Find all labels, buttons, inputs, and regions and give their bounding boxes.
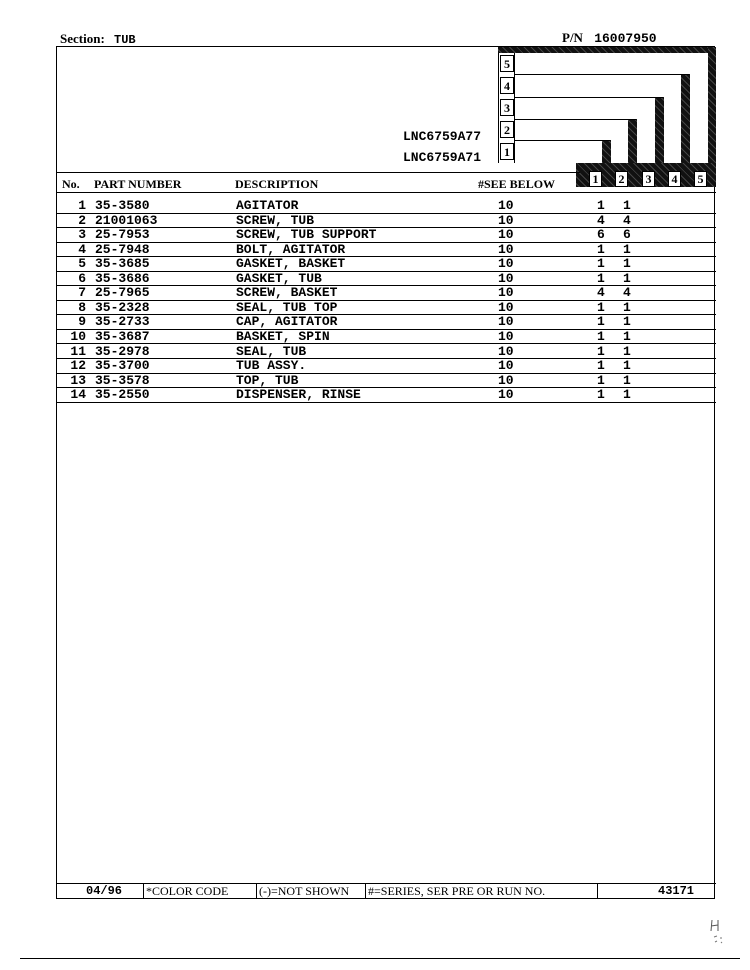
table-row: [56, 286, 716, 301]
row-no: 7: [78, 285, 86, 301]
row-qty-col-2: 6: [623, 227, 631, 243]
row-qty-col-1: 1: [597, 241, 605, 257]
series-box-2: 2: [500, 121, 514, 138]
row-qty-col-1: 1: [597, 314, 605, 330]
row-description: DISPENSER, RINSE: [236, 387, 361, 403]
row-no: 11: [70, 343, 86, 359]
row-see-below: 10: [498, 270, 514, 286]
row-description: TUB ASSY.: [236, 358, 307, 374]
row-qty-col-1: 1: [597, 372, 605, 388]
row-part-number: 35-3686: [95, 270, 150, 286]
table-row: [56, 374, 716, 389]
row-description: BASKET, SPIN: [236, 328, 330, 344]
series-box-3: 3: [500, 99, 514, 116]
footer-doc-number: 43171: [658, 884, 695, 898]
footer-date: 04/96: [86, 884, 123, 898]
row-see-below: 10: [498, 256, 514, 272]
row-description: SEAL, TUB: [236, 343, 307, 359]
row-part-number: 25-7965: [95, 285, 150, 301]
row-qty-col-1: 1: [597, 387, 605, 403]
section-title: [60, 31, 136, 47]
row-qty-col-1: 1: [597, 328, 605, 344]
pn-value: 16007950: [594, 31, 657, 46]
row-see-below: 10: [498, 212, 514, 228]
column-box-4: 4: [668, 171, 681, 187]
row-qty-col-2: 1: [623, 241, 631, 257]
row-qty-col-2: 1: [623, 299, 631, 315]
table-row: [56, 330, 716, 345]
row-qty-col-1: 1: [597, 256, 605, 272]
footer-color-code: *COLOR CODE: [146, 884, 229, 898]
handwritten-mark: [706, 918, 736, 950]
row-description: CAP, AGITATOR: [236, 314, 338, 330]
table-row: [56, 301, 716, 316]
row-see-below: 10: [498, 299, 514, 315]
row-qty-col-1: 1: [597, 299, 605, 315]
row-qty-col-1: 1: [597, 198, 605, 213]
row-part-number: 35-3578: [95, 372, 150, 388]
row-no: 12: [70, 358, 86, 374]
row-no: 10: [70, 328, 86, 344]
col-header-see-below: #SEE BELOW: [478, 177, 556, 191]
table-row: [56, 388, 716, 403]
row-description: AGITATOR: [236, 198, 299, 213]
column-box-3: 3: [642, 171, 655, 187]
section-label: Section:: [60, 31, 105, 46]
row-description: TOP, TUB: [236, 372, 299, 388]
row-part-number: 21001063: [95, 212, 158, 228]
row-no: 5: [78, 256, 86, 272]
row-part-number: 35-3700: [95, 358, 150, 374]
row-description: SEAL, TUB TOP: [236, 299, 338, 315]
row-part-number: 25-7948: [95, 241, 150, 257]
model-number-a: LNC6759A77: [403, 129, 482, 144]
column-box-2: 2: [615, 171, 628, 187]
row-no: 2: [78, 212, 86, 228]
row-qty-col-1: 6: [597, 227, 605, 243]
row-qty-col-2: 1: [623, 314, 631, 330]
table-row: [56, 359, 716, 374]
row-qty-col-2: 1: [623, 358, 631, 374]
row-part-number: 35-3687: [95, 328, 150, 344]
row-see-below: 10: [498, 314, 514, 330]
table-row: [56, 228, 716, 243]
row-qty-col-2: 1: [623, 343, 631, 359]
series-box-4: 4: [500, 77, 514, 94]
row-no: 13: [70, 372, 86, 388]
col-header-no: No.: [62, 177, 80, 191]
table-row: [56, 243, 716, 258]
row-description: SCREW, BASKET: [236, 285, 338, 301]
row-qty-col-2: 1: [623, 387, 631, 403]
row-see-below: 10: [498, 372, 514, 388]
row-qty-col-2: 1: [623, 256, 631, 272]
row-qty-col-1: 1: [597, 343, 605, 359]
row-description: BOLT, AGITATOR: [236, 241, 346, 257]
part-number-header: [562, 30, 657, 46]
page-bottom-rule: [20, 958, 740, 959]
row-see-below: 10: [498, 358, 514, 374]
table-row: [56, 214, 716, 229]
model-number-b: LNC6759A71: [403, 150, 482, 165]
column-box-5: 5: [694, 171, 707, 187]
row-description: GASKET, TUB: [236, 270, 322, 286]
row-no: 9: [78, 314, 86, 330]
table-row: [56, 315, 716, 330]
row-description: SCREW, TUB: [236, 212, 315, 228]
row-qty-col-2: 1: [623, 372, 631, 388]
table-row: [56, 272, 716, 287]
row-qty-col-1: 1: [597, 358, 605, 374]
footer-not-shown: (-)=NOT SHOWN: [259, 884, 350, 898]
row-qty-col-2: 1: [623, 270, 631, 286]
table-row: [56, 257, 716, 272]
row-part-number: 35-2978: [95, 343, 150, 359]
row-no: 4: [78, 241, 86, 257]
col-header-part-number: PART NUMBER: [94, 177, 182, 191]
table-row: [56, 345, 716, 360]
row-see-below: 10: [498, 241, 514, 257]
table-row: [56, 199, 716, 214]
row-see-below: 10: [498, 198, 514, 213]
row-no: 8: [78, 299, 86, 315]
pn-label: P/N: [562, 30, 583, 45]
row-qty-col-2: 4: [623, 285, 631, 301]
row-qty-col-2: 1: [623, 328, 631, 344]
row-see-below: 10: [498, 343, 514, 359]
row-see-below: 10: [498, 285, 514, 301]
row-part-number: 25-7953: [95, 227, 150, 243]
row-part-number: 35-2550: [95, 387, 150, 403]
col-header-description: DESCRIPTION: [235, 177, 319, 191]
column-box-1: 1: [589, 171, 602, 187]
row-description: SCREW, TUB SUPPORT: [236, 227, 377, 243]
row-qty-col-1: 1: [597, 270, 605, 286]
row-no: 1: [78, 198, 86, 213]
row-part-number: 35-2733: [95, 314, 150, 330]
series-box-5: 5: [500, 55, 514, 72]
row-see-below: 10: [498, 227, 514, 243]
header-bottom-rule: [56, 192, 716, 193]
series-box-1: 1: [500, 143, 514, 160]
row-description: GASKET, BASKET: [236, 256, 346, 272]
staircase-top-band: [498, 47, 716, 53]
header-top-rule: [56, 172, 580, 173]
row-qty-col-1: 4: [597, 285, 605, 301]
row-see-below: 10: [498, 387, 514, 403]
row-no: 6: [78, 270, 86, 286]
row-no: 3: [78, 227, 86, 243]
row-part-number: 35-3580: [95, 198, 150, 213]
row-qty-col-1: 4: [597, 212, 605, 228]
row-part-number: 35-2328: [95, 299, 150, 315]
footer-series-legend: #=SERIES, SER PRE OR RUN NO.: [368, 884, 546, 898]
section-value: TUB: [114, 33, 136, 47]
row-no: 14: [70, 387, 86, 403]
row-see-below: 10: [498, 328, 514, 344]
row-qty-col-2: 4: [623, 212, 631, 228]
row-qty-col-2: 1: [623, 198, 631, 213]
row-part-number: 35-3685: [95, 256, 150, 272]
